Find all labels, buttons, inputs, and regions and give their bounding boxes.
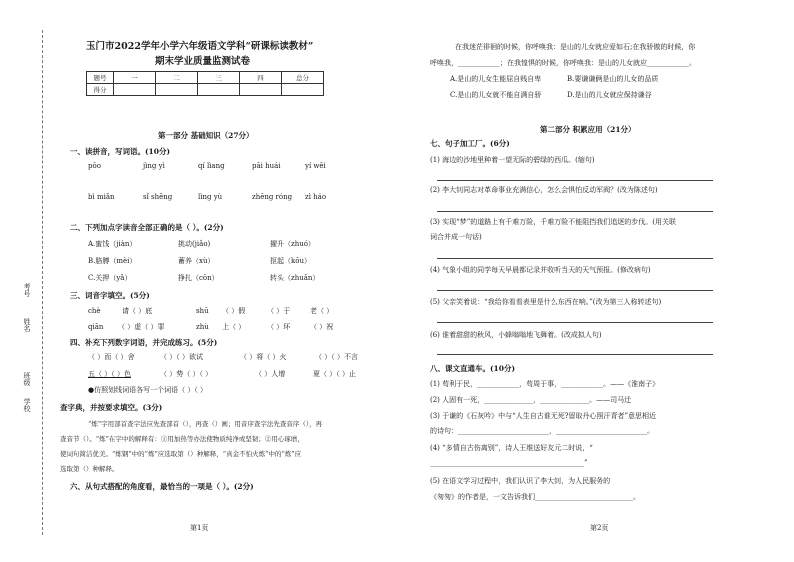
pinyin-item: zhēng róng xyxy=(252,193,293,201)
exam-title-line1: 玉门市2022学年小学六年级语文学科“研课标读教材” xyxy=(86,41,314,52)
q3-cell: （ ）祝 xyxy=(310,323,334,331)
q3-cell: （ ）于 xyxy=(267,307,291,315)
q4-note: ●仿照划线词语各写一个词语（ ）（ ） xyxy=(88,386,208,394)
pinyin-item: jìng yì xyxy=(143,162,165,170)
q7-item: (3) 实现“梦”的道路上有千难万险，千难万险不能阻挡我们追逐的步伐。(用关联 xyxy=(430,218,677,226)
q4-heading: 四、补充下列数字词语，并完成练习。(5分) xyxy=(70,338,218,347)
margin-banji: 班级 xyxy=(23,372,31,386)
answer-line[interactable] xyxy=(437,322,713,323)
q3-cell: （ ）虚（ ）罪 xyxy=(118,323,165,331)
q4-cell: 夏（ ）（ ）止 xyxy=(313,370,356,378)
q3-cell: 老（ ） xyxy=(310,307,334,315)
q6-option: B.要谦谦俩是山的儿女的品质 xyxy=(567,75,659,83)
score-cell: 一 xyxy=(114,72,156,84)
part1-title: 第一部分 基础知识（27分） xyxy=(158,131,254,140)
q3-cell: qiān xyxy=(88,323,104,331)
score-cell[interactable] xyxy=(282,84,324,96)
score-table xyxy=(86,71,324,96)
q4-cell: （ ）势（ ）（ ） xyxy=(160,370,213,378)
q8-item: ____________________________________________” xyxy=(430,459,588,467)
page-number-1: 第1页 xyxy=(190,524,209,532)
pinyin-item: lìng yù xyxy=(198,193,223,201)
q1-heading: 一、读拼音，写词语。(10分) xyxy=(70,147,171,156)
q2-option: 抠起（kōu） xyxy=(270,257,311,265)
q4-cell: （ ）（ ）不言 xyxy=(315,353,358,361)
q3-cell: chè xyxy=(88,307,101,315)
q8-item: 的诗句：__________________________，__________________________。 xyxy=(430,427,654,435)
score-cell[interactable] xyxy=(156,84,198,96)
q6-option: C.是山的儿女就不能自满自骄 xyxy=(450,91,542,99)
q8-item: (1) 苟利于民，____________，苟周于事，____________。——《淮南子》 xyxy=(430,380,660,388)
q4-cell: （ ）而（ ）舍 xyxy=(88,353,135,361)
q5-heading: 查字典，并按要求填空。(3分) xyxy=(60,403,163,412)
margin-xuexiao: 学校 xyxy=(23,398,31,412)
q2-option: 擢升（zhuó） xyxy=(270,240,315,248)
score-table-row xyxy=(87,72,324,84)
q8-item: (4) “多情自古伤离别”，诗人王维送好友元二时说，“ xyxy=(430,444,593,452)
answer-line[interactable] xyxy=(437,354,713,355)
q7-heading: 七、句子加工厂。(6分) xyxy=(430,139,510,148)
answer-line[interactable] xyxy=(437,211,713,212)
score-cell: 四 xyxy=(240,72,282,84)
pinyin-item: yí wěi xyxy=(305,162,326,170)
q5-line: 查音节（）。“炼”在字中的解释有：①用加热等办法使物质纯净或坚韧；②用心琢磨， xyxy=(60,435,304,443)
q2-heading: 二、下列加点字读音全部正确的是（ ）。(2分) xyxy=(70,223,224,232)
q2-option: 转头（zhuǎn） xyxy=(270,274,320,282)
score-cell: 二 xyxy=(156,72,198,84)
pinyin-item: bì miǎn xyxy=(88,193,115,201)
score-cell[interactable] xyxy=(198,84,240,96)
margin-xingming: 姓名 xyxy=(23,318,31,332)
q6-heading: 六、从句式搭配的角度看，最恰当的一项是（ ）。(2分) xyxy=(70,482,254,491)
pinyin-item: pōo xyxy=(88,162,101,170)
q6-stem-line: 在我迷茫徘徊的时候，你呼唤我：是山的儿女就应爱如石;在我骄傲的时候，你 xyxy=(455,43,696,51)
pinyin-item: pāi huái xyxy=(252,162,281,170)
part2-title: 第二部分 积累应用（21分） xyxy=(540,125,636,134)
q2-option: A.蜜饯（jiàn） xyxy=(88,240,137,248)
q7-item: (2) 李大钊同志对革命事业充满信心，怎么会惧怕反动军阀？(改为陈述句) xyxy=(430,186,658,194)
q4-cell: （ ）将（ ）火 xyxy=(240,353,287,361)
q3-cell: shū xyxy=(196,307,209,315)
q3-cell: 上（ ） xyxy=(222,323,246,331)
answer-line[interactable] xyxy=(437,180,713,181)
score-cell: 总分 xyxy=(282,72,324,84)
q3-heading: 三、词音字填空。(5分) xyxy=(70,291,150,300)
q5-line: “炼”字用部首查字法应先查部首（），再查（）画；用音序查字法先查音序（），再 xyxy=(88,420,323,428)
q3-cell: （ ）假 xyxy=(222,307,246,315)
q6-option: A.是山的儿女生能屈自贱自卑 xyxy=(450,75,542,83)
q2-option: 挣扎（cōn） xyxy=(178,274,219,282)
q8-heading: 八、课文直通车。(10分) xyxy=(430,364,516,373)
q2-option: B.胳膊（mèi） xyxy=(88,257,137,265)
score-cell: 题号 xyxy=(87,72,114,84)
q2-option: 挑动(jiǎo) xyxy=(178,240,211,248)
q4-cell: （ ）（ ）欲试 xyxy=(160,353,203,361)
q3-cell: 请（ ）底 xyxy=(122,307,153,315)
q2-option: 蓄养（xù） xyxy=(178,257,215,265)
q4-cell: （ ）人增 xyxy=(255,370,286,378)
q2-option: C.关押（yǎ） xyxy=(88,274,132,282)
score-cell: 三 xyxy=(198,72,240,84)
q7-item: (1) 海边的沙地里种着一望无际的碧绿的西瓜。(缩句) xyxy=(430,156,595,164)
q7-item: (4) 气象小组的同学每天早晨都记录并收听当天的天气预报。(修改病句) xyxy=(430,266,651,274)
pinyin-item: zì háo xyxy=(305,193,327,201)
q7-item: (5) 父亲笑着说：“我给你看看表里是什么东西在响。”(改为第三人称转述句) xyxy=(430,298,662,306)
q8-item: (5) 在语文学习过程中，我们认识了李大钊，为人民服务的 xyxy=(430,477,611,485)
score-cell: 得分 xyxy=(87,84,114,96)
q6-stem-line: 呼唤我，____________；在我惶惧的时候，你呼唤我：是山的儿女就应____________。 xyxy=(430,59,696,67)
exam-title-line2: 期末学业质量监测试卷 xyxy=(155,56,251,67)
q3-cell: （ ）环 xyxy=(267,323,291,331)
score-cell[interactable] xyxy=(114,84,156,96)
binding-line xyxy=(42,30,43,535)
q3-cell: zhù xyxy=(196,323,209,331)
margin-kaohao: 考号 xyxy=(23,283,31,297)
q8-item: (3) 于谦的《石灰吟》中与“人生自古谁无死?留取丹心照汗青者”意思相近 xyxy=(430,412,657,420)
answer-line[interactable] xyxy=(437,290,713,291)
page-number-2: 第2页 xyxy=(590,524,609,532)
pinyin-item: qí lìang xyxy=(198,162,225,170)
pinyin-item: sǐ shēng xyxy=(143,193,173,201)
q7-item: (6) 谁着甜甜的秋风，小蜂嗡嗡地飞舞着。(改成拟人句) xyxy=(430,331,602,339)
q8-item: (2) 人固有一死，______________，______________。——司马迁 xyxy=(430,396,632,404)
q6-option: D.是山的儿女就应保持谦谷 xyxy=(567,91,652,99)
q7-item-cont: 词合并成一句话) xyxy=(430,233,482,241)
q4-cell: 五（ ）（ ）色 xyxy=(88,370,131,378)
q8-item: 《匆匆》的作者是，一文告诉我们____________________________。 xyxy=(430,493,640,501)
q5-line: 选取第（）种解释。 xyxy=(60,465,119,473)
score-cell[interactable] xyxy=(240,84,282,96)
score-table-row xyxy=(87,84,324,96)
answer-line[interactable] xyxy=(437,258,713,259)
q5-line: 使词句简洁优美。“炼钢”中的“炼”应选取第（）种解释，“真金不怕火炼”中的“炼”应 xyxy=(60,450,302,458)
